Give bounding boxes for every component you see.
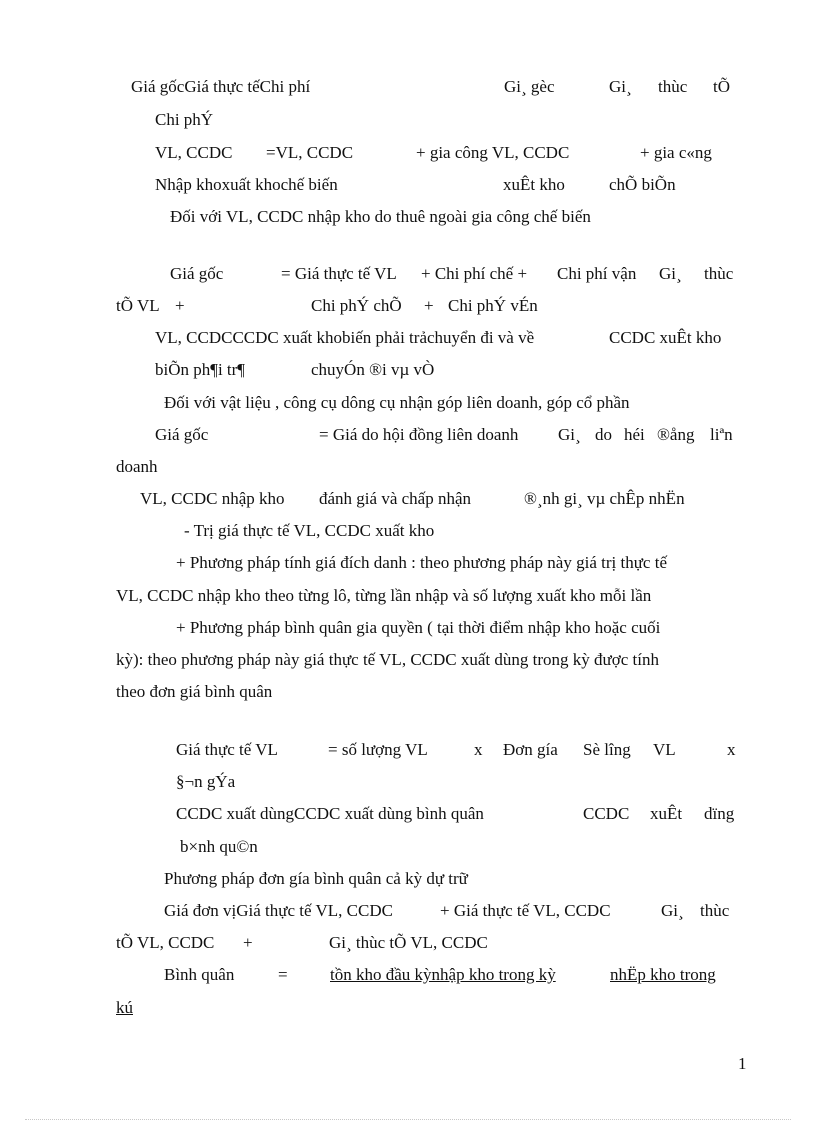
text-run: VL, CCDC xyxy=(155,143,233,162)
text-run: Gi¸ gèc xyxy=(504,77,555,96)
underlined-text-run: nhËp kho trong xyxy=(610,965,716,984)
text-run: Giá thực tế VL xyxy=(176,740,278,759)
underlined-text-run: kú xyxy=(116,998,133,1017)
text-run: xuÊt xyxy=(650,804,683,823)
text-run: §¬n gÝa xyxy=(176,772,236,791)
text-run: Chi phÝ vÉn xyxy=(448,296,538,315)
text-run: Đối với vật liệu , công cụ dông cụ nhận góp liên doanh, góp cổ phần xyxy=(164,393,630,412)
text-run: VL xyxy=(653,740,676,759)
text-run: Đơn gía xyxy=(503,740,558,759)
text-run: - Trị giá thực tế VL, CCDC xuất kho xyxy=(184,521,435,540)
text-run: Phương pháp đơn gía bình quân cả kỳ dự trữ xyxy=(164,869,468,888)
text-run: Sè lîng xyxy=(583,740,631,759)
text-run: + xyxy=(243,933,253,952)
text-run: theo đơn giá bình quân xyxy=(116,682,273,701)
text-run: ®ång xyxy=(657,425,695,444)
text-run: =VL, CCDC xyxy=(266,143,354,162)
text-run: CCDC xuất dùngCCDC xuất dùng bình quân xyxy=(176,804,484,823)
text-run: + Phương pháp bình quân gia quyền ( tại thời điểm nhập kho hoặc cuối xyxy=(176,618,661,637)
text-run: thùc xyxy=(658,77,688,96)
text-run: Gi¸ xyxy=(609,77,632,96)
text-run: chuyÓn ®i vµ vÒ xyxy=(311,360,435,379)
text-run: = Giá do hội đồng liên doanh xyxy=(319,425,519,444)
text-run: thùc xyxy=(704,264,734,283)
text-run: = số lượng VL xyxy=(328,740,428,759)
text-run: CCDC xuÊt kho xyxy=(609,328,722,347)
text-run: Nhập khoxuất khochế biến xyxy=(155,175,338,194)
text-run: dïng xyxy=(704,804,735,823)
text-run: tÕ VL, CCDC xyxy=(116,933,215,952)
text-run: Gi¸ xyxy=(659,264,682,283)
text-run: Gi¸ xyxy=(558,425,581,444)
text-run: tÕ VL xyxy=(116,296,160,315)
text-run: Giá đơn vịGiá thực tế VL, CCDC xyxy=(164,901,393,920)
text-run: x xyxy=(727,740,736,759)
text-run: x xyxy=(474,740,483,759)
text-run: liªn xyxy=(710,425,733,444)
text-run: kỳ): theo phương pháp này giá thực tế VL, CCDC xuất dùng trong kỳ được tính xyxy=(116,650,659,669)
text-run: + gia công VL, CCDC xyxy=(416,143,570,162)
underlined-text-run: tồn kho đầu kỳnhập kho trong kỳ xyxy=(330,965,556,984)
text-run: héi xyxy=(624,425,645,444)
text-run: = Giá thực tế VL xyxy=(281,264,397,283)
text-run: Đối với VL, CCDC nhập kho do thuê ngoài gia công chế biến xyxy=(170,207,591,226)
text-run: ®¸nh gi¸ vµ chÊp nhËn xyxy=(524,489,685,508)
text-run: biÕn ph¶i tr¶ xyxy=(155,360,246,379)
text-run: + xyxy=(175,296,185,315)
text-run: Chi phÝ chÕ xyxy=(311,296,402,315)
text-run: thùc xyxy=(700,901,730,920)
footer-dotted-rule xyxy=(25,1119,791,1120)
text-run: xuÊt kho xyxy=(503,175,565,194)
text-run: do xyxy=(595,425,612,444)
text-run: Giá gốc xyxy=(170,264,224,283)
text-run: + Chi phí chế + xyxy=(421,264,528,283)
text-run: Giá gốc xyxy=(155,425,209,444)
text-run: chÕ biÕn xyxy=(609,175,676,194)
text-run: = xyxy=(278,965,288,984)
text-run: CCDC xyxy=(583,804,630,823)
text-run: Chi phÝ xyxy=(155,110,214,129)
text-run: + gia c«ng xyxy=(640,143,712,162)
text-run: đánh giá và chấp nhận xyxy=(319,489,471,508)
text-run: Giá gốcGiá thực tếChi phí xyxy=(131,77,311,96)
text-run: VL, CCDC nhập kho xyxy=(140,489,285,508)
text-run: + Giá thực tế VL, CCDC xyxy=(440,901,611,920)
text-run: tÕ xyxy=(713,77,730,96)
text-run: VL, CCDC nhập kho theo từng lô, từng lần nhập và số lượng xuất kho mỗi lần xyxy=(116,586,652,605)
text-run: b×nh qu©n xyxy=(180,837,258,856)
text-run: doanh xyxy=(116,457,158,476)
text-run: VL, CCDCCCDC xuất khobiến phải trảchuyển đi và về xyxy=(155,328,535,347)
text-run: + Phương pháp tính giá đích danh : theo phương pháp này giá trị thực tế xyxy=(176,553,667,572)
text-run: + xyxy=(424,296,434,315)
text-run: Gi¸ thùc tÕ VL, CCDC xyxy=(329,933,488,952)
page-number: 1 xyxy=(738,1054,747,1073)
text-run: Gi¸ xyxy=(661,901,684,920)
text-run: Chi phí vận xyxy=(557,264,637,283)
text-run: Bình quân xyxy=(164,965,235,984)
